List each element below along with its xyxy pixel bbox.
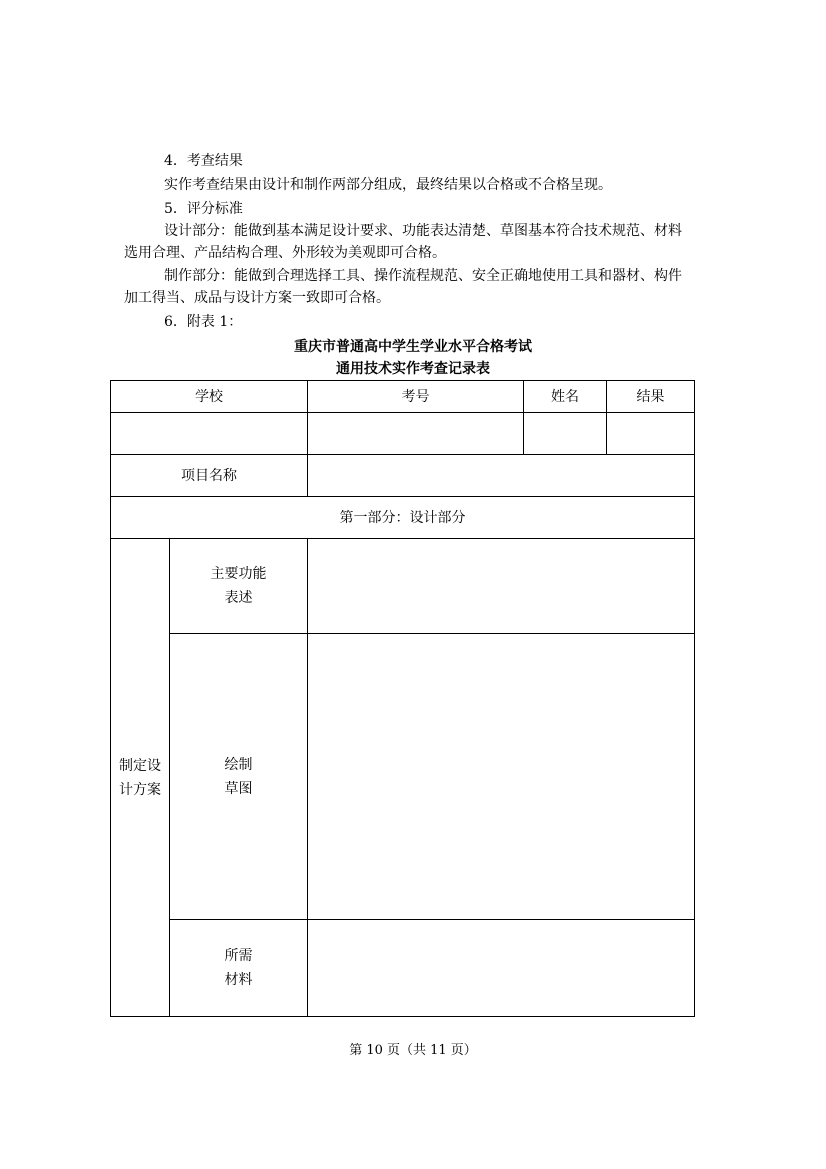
info-row bbox=[111, 413, 695, 455]
making-standard-line1: 制作部分：能做到合理选择工具、操作流程规范、安全正确地使用工具和器材、构件 bbox=[164, 268, 682, 284]
form-title-line1: 重庆市普通高中学生学业水平合格考试 bbox=[294, 339, 532, 355]
materials-cell[interactable] bbox=[308, 920, 695, 1017]
main-function-cell[interactable] bbox=[308, 539, 695, 634]
header-row bbox=[111, 381, 695, 413]
main-function-label: 主要功能 表述 bbox=[170, 539, 308, 634]
project-row bbox=[111, 455, 695, 497]
project-name-cell[interactable] bbox=[308, 455, 695, 497]
project-name-label: 项目名称 bbox=[111, 455, 308, 497]
sketch-label: 绘制 草图 bbox=[170, 634, 308, 920]
part1-heading: 第一部分：设计部分 bbox=[111, 497, 695, 539]
materials-label: 所需 材料 bbox=[170, 920, 308, 1017]
name-cell[interactable] bbox=[524, 413, 607, 455]
function-row bbox=[111, 539, 695, 634]
section-4-heading: 4．考查结果 bbox=[164, 153, 243, 169]
design-plan-label: 制定设 计方案 bbox=[111, 539, 170, 1017]
result-cell[interactable] bbox=[607, 413, 695, 455]
materials-row bbox=[111, 920, 695, 1017]
design-standard-line2: 选用合理、产品结构合理、外形较为美观即可合格。 bbox=[124, 245, 446, 261]
section-5-heading: 5．评分标准 bbox=[164, 201, 243, 217]
sketch-cell[interactable] bbox=[308, 634, 695, 920]
page-number: 第 10 页（共 11 页） bbox=[349, 1043, 477, 1058]
making-standard-line2: 加工得当、成品与设计方案一致即可合格。 bbox=[124, 290, 390, 306]
name-header: 姓名 bbox=[524, 381, 607, 413]
school-cell[interactable] bbox=[111, 413, 308, 455]
design-standard-line1: 设计部分：能做到基本满足设计要求、功能表达清楚、草图基本符合技术规范、材料 bbox=[164, 223, 682, 239]
part1-row bbox=[111, 497, 695, 539]
section-6-heading: 6．附表 1： bbox=[164, 314, 243, 330]
sketch-row bbox=[111, 634, 695, 920]
result-description: 实作考查结果由设计和制作两部分组成，最终结果以合格或不合格呈现。 bbox=[164, 177, 612, 193]
result-header: 结果 bbox=[607, 381, 695, 413]
exam-number-header: 考号 bbox=[308, 381, 524, 413]
form-title-line2: 通用技术实作考查记录表 bbox=[336, 361, 490, 377]
exam-number-cell[interactable] bbox=[308, 413, 524, 455]
record-table bbox=[110, 380, 695, 1017]
school-header: 学校 bbox=[111, 381, 308, 413]
